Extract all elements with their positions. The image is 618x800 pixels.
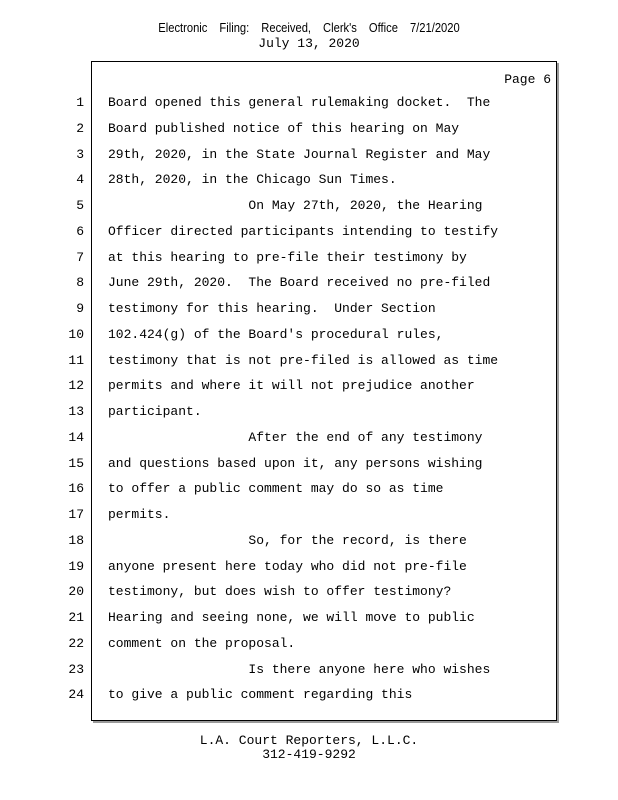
transcript-line-text: testimony that is not pre-filed is allowed as time <box>108 353 499 368</box>
transcript-line-text: On May 27th, 2020, the Hearing <box>108 198 483 213</box>
transcript-line-text: at this hearing to pre-file their testimony by <box>108 250 467 265</box>
stamp-word: Received, <box>261 20 312 35</box>
stamp-word: Filing: <box>219 20 250 35</box>
line-number: 14 <box>68 430 84 445</box>
transcript-line-text: permits and where it will not prejudice another <box>108 378 475 393</box>
transcript-line-text: 29th, 2020, in the State Journal Register and May <box>108 147 491 162</box>
line-number: 17 <box>68 507 84 522</box>
transcript-line-text: After the end of any testimony <box>108 430 483 445</box>
line-number: 20 <box>68 584 84 599</box>
transcript-line-text: to give a public comment regarding this <box>108 687 413 702</box>
transcript-line-text: Is there anyone here who wishes <box>108 662 491 677</box>
stamp-word: Clerk's <box>323 20 357 35</box>
line-number: 11 <box>68 353 84 368</box>
line-number: 6 <box>76 224 84 239</box>
transcript-line-text: Board published notice of this hearing on May <box>108 121 460 136</box>
line-number: 12 <box>68 378 84 393</box>
transcript-line-text: Officer directed participants intending to testify <box>108 224 499 239</box>
stamp-word: Office <box>368 20 398 35</box>
line-number: 4 <box>76 172 84 187</box>
line-number: 5 <box>76 198 84 213</box>
line-number: 9 <box>76 301 84 316</box>
line-number: 1 <box>76 95 84 110</box>
transcript-line-text: permits. <box>108 507 171 522</box>
line-number: 7 <box>76 250 84 265</box>
transcript-line-text: to offer a public comment may do so as time <box>108 481 444 496</box>
electronic-filing-stamp <box>43 20 574 35</box>
line-number: 13 <box>68 404 84 419</box>
transcript-line-text: So, for the record, is there <box>108 533 467 548</box>
transcript-line-text: participant. <box>108 404 202 419</box>
transcript-line-text: testimony for this hearing. Under Section <box>108 301 436 316</box>
court-reporter-phone: 312-419-9292 <box>262 747 356 762</box>
transcript-line-text: and questions based upon it, any persons wishing <box>108 456 483 471</box>
transcript-line-text: anyone present here today who did not pre-file <box>108 559 467 574</box>
line-number: 15 <box>68 456 84 471</box>
transcript-line-text: testimony, but does wish to offer testimony? <box>108 584 452 599</box>
page-number: Page 6 <box>504 72 551 87</box>
line-number: 24 <box>68 687 84 702</box>
transcript-line-text: 102.424(g) of the Board's procedural rules, <box>108 327 444 342</box>
line-number: 3 <box>76 147 84 162</box>
line-number: 21 <box>68 610 84 625</box>
transcript-line-text: Hearing and seeing none, we will move to public <box>108 610 475 625</box>
line-number: 19 <box>68 559 84 574</box>
line-number: 2 <box>76 121 84 136</box>
line-number: 18 <box>68 533 84 548</box>
transcript-line-text: 28th, 2020, in the Chicago Sun Times. <box>108 172 397 187</box>
line-number: 22 <box>68 636 84 651</box>
line-number: 8 <box>76 275 84 290</box>
transcript-line-text: comment on the proposal. <box>108 636 296 651</box>
line-number: 16 <box>68 481 84 496</box>
line-number: 10 <box>68 327 84 342</box>
court-reporter-name: L.A. Court Reporters, L.L.C. <box>199 733 419 748</box>
transcript-line-text: Board opened this general rulemaking docket. The <box>108 95 491 110</box>
line-number: 23 <box>68 662 84 677</box>
stamp-word: Electronic <box>158 20 208 35</box>
transcript-date: July 13, 2020 <box>258 36 360 51</box>
stamp-word: 7/21/2020 <box>409 20 460 35</box>
transcript-line-text: June 29th, 2020. The Board received no pre-filed <box>108 275 491 290</box>
